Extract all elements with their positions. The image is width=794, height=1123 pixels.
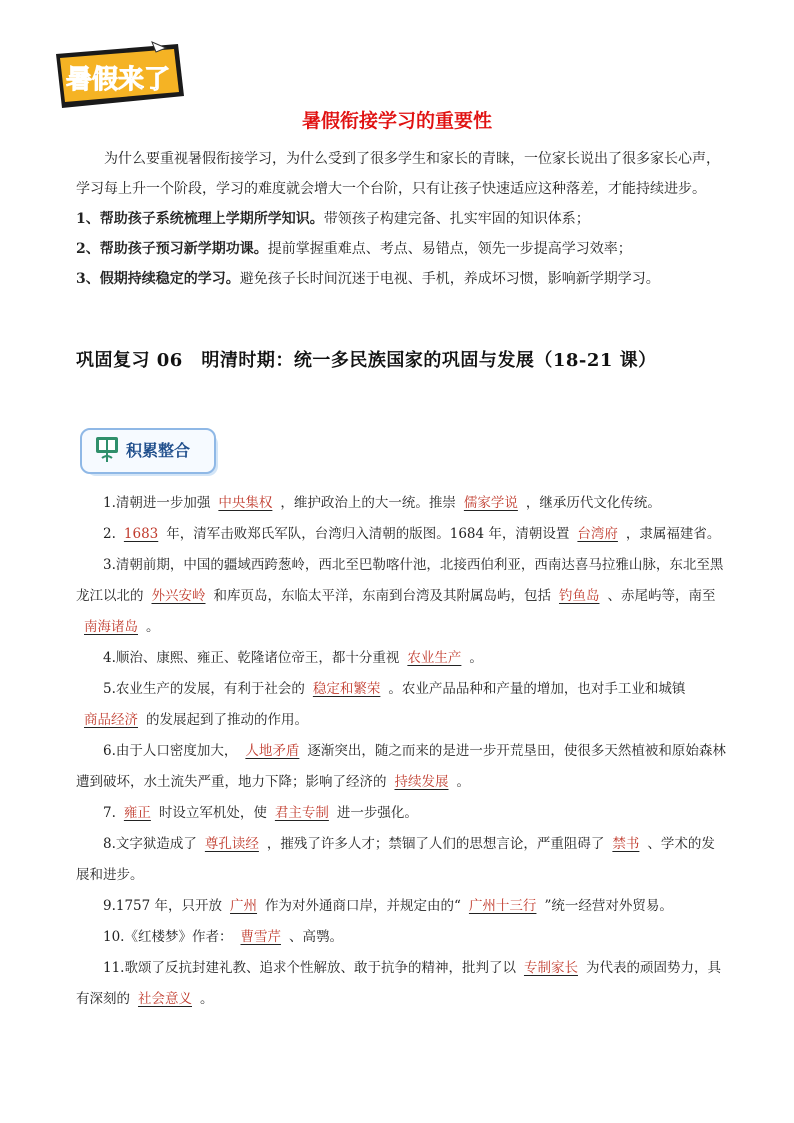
item-text: 。农业产品品种和产量的增加，也对手工业和城镇 <box>388 681 686 697</box>
item-text: 、学术的发展和进步。 <box>76 836 715 883</box>
item-text: 年，清军击败郑氏军队，台湾归入清朝的版图。1684 年，清朝设置 <box>166 526 570 542</box>
summer-logo <box>48 38 188 112</box>
item-text: 4.顺治、康熙、雍正、乾隆诸位帝王，都十分重视 <box>103 650 400 666</box>
answer-blank: 曹雪芹 <box>240 929 281 945</box>
answer-blank: 禁书 <box>612 836 640 852</box>
item-text: ，继承历代文化传统。 <box>525 495 661 511</box>
item-text: 10.《红楼梦》作者： <box>103 929 233 945</box>
item-text: 逐渐突出，随之而来的是进一步开荒垦田，使很多天然植被和原始森林遭到破坏，水土流失严重，地力下降；影响了经济的 <box>76 743 726 790</box>
answer-blank: 广州 <box>230 898 258 914</box>
point-bold: 2、帮助孩子预习新学期功课。 <box>76 241 268 257</box>
answer-blank: 1683 <box>123 526 159 542</box>
item-text: 6.由于人口密度加大， <box>103 743 238 759</box>
point-text: 带领孩子构建完备、扎实牢固的知识体系； <box>323 211 590 227</box>
badge-label: 积累整合 <box>126 441 191 460</box>
point-text: 避免孩子长时间沉迷于电视、手机，养成坏习惯，影响新学期学习。 <box>239 271 660 287</box>
section-badge <box>80 424 220 476</box>
fill-item <box>76 643 726 674</box>
item-text: 、赤尾屿等，南至 <box>607 588 716 604</box>
item-text: 、高鹗。 <box>288 929 343 945</box>
intro-section <box>76 144 726 294</box>
item-text: 为代表的顽固势力，具有深刻的 <box>76 960 721 1007</box>
fill-item <box>76 674 726 736</box>
fill-item <box>76 922 726 953</box>
item-text: 进一步强化。 <box>336 805 418 821</box>
intro-title: 暑假衔接学习的重要性 <box>301 110 492 132</box>
point-text: 提前掌握重难点、考点、易错点，领先一步提高学习效率； <box>267 241 632 257</box>
answer-blank: 君主专制 <box>274 805 329 821</box>
section-heading: 巩固复习 06 明清时期：统一多民族国家的巩固与发展（18-21 课） <box>76 350 657 371</box>
answer-blank: 中央集权 <box>218 495 273 511</box>
fill-item <box>76 953 726 1015</box>
answer-blank: 持续发展 <box>394 774 449 790</box>
fill-item <box>76 891 726 922</box>
fill-item <box>76 550 726 643</box>
point-bold: 1、帮助孩子系统梳理上学期所学知识。 <box>76 211 324 227</box>
intro-point-3 <box>76 264 726 294</box>
item-text: 。 <box>146 619 160 635</box>
item-text: 和库页岛，东临太平洋，东南到台湾及其附属岛屿，包括 <box>213 588 551 604</box>
item-text: ”统一经营对外贸易。 <box>544 898 673 914</box>
item-text: 1.清朝进一步加强 <box>103 495 211 511</box>
item-text: 5.农业生产的发展，有利于社会的 <box>103 681 305 697</box>
intro-paragraph: 为什么要重视暑假衔接学习，为什么受到了很多学生和家长的青睐，一位家长说出了很多家长心声，学习每上升一个阶段，学习的难度就会增大一个台阶，只有让孩子快速适应这种落差，才能持续进步。 <box>76 151 720 197</box>
intro-point-2 <box>76 234 726 264</box>
answer-blank: 广州十三行 <box>468 898 537 914</box>
item-text: ，摧残了许多人才；禁锢了人们的思想言论，严重阻碍了 <box>266 836 605 852</box>
answer-blank: 尊孔读经 <box>204 836 259 852</box>
item-text: 。 <box>456 774 470 790</box>
fill-item <box>76 488 726 519</box>
book-icon <box>94 434 120 464</box>
answer-blank: 稳定和繁荣 <box>312 681 381 697</box>
answer-blank: 社会意义 <box>138 991 192 1007</box>
answer-blank: 商品经济 <box>84 712 138 728</box>
item-text: 时设立军机处，使 <box>158 805 267 821</box>
answer-blank: 雍正 <box>123 805 151 821</box>
item-text: 3.清朝前期，中国的疆域西跨葱岭，西北至巴勒喀什池，北接西伯利亚，西南达喜马拉雅山脉，东北至黑龙江以北的 <box>76 557 724 604</box>
answer-blank: 南海诸岛 <box>84 619 138 635</box>
answer-blank: 台湾府 <box>577 526 618 542</box>
answer-blank: 钓鱼岛 <box>559 588 600 604</box>
item-text: 11.歌颂了反抗封建礼教、追求个性解放、敢于抗争的精神，批判了以 <box>103 960 516 976</box>
item-text: 。 <box>469 650 483 666</box>
logo-text: 暑假来了 <box>65 65 171 95</box>
item-text: 7. <box>103 805 116 821</box>
answer-blank: 农业生产 <box>407 650 462 666</box>
fill-item <box>76 798 726 829</box>
answer-blank: 专制家长 <box>523 960 578 976</box>
fill-item <box>76 829 726 891</box>
intro-point-1 <box>76 204 726 234</box>
fill-in-items <box>76 488 726 1015</box>
answer-blank: 儒家学说 <box>463 495 518 511</box>
answer-blank: 外兴安岭 <box>151 588 206 604</box>
item-text: 。 <box>200 991 214 1007</box>
item-text: ，维护政治上的大一统。推崇 <box>280 495 456 511</box>
item-text: 2. <box>103 526 116 542</box>
item-text: ，隶属福建省。 <box>625 526 721 542</box>
fill-item <box>76 519 726 550</box>
answer-blank: 人地矛盾 <box>245 743 300 759</box>
point-bold: 3、假期持续稳定的学习。 <box>76 271 240 287</box>
fill-item <box>76 736 726 798</box>
item-text: 的发展起到了推动的作用。 <box>146 712 308 728</box>
item-text: 作为对外通商口岸，并规定由的“ <box>265 898 461 914</box>
item-text: 9.1757 年，只开放 <box>103 898 223 914</box>
item-text: 8.文字狱造成了 <box>103 836 197 852</box>
